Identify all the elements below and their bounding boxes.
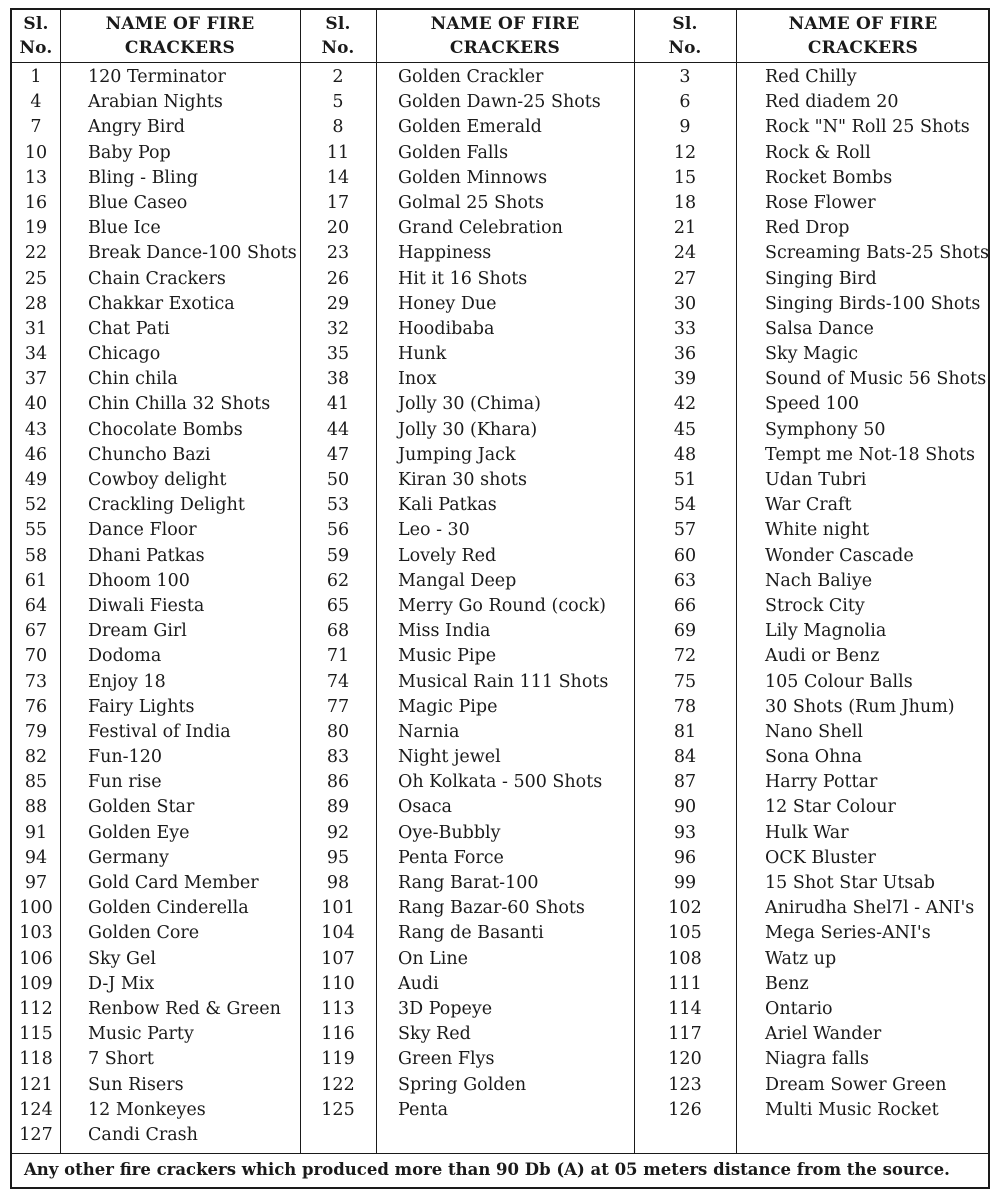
serial-number: 54 bbox=[673, 495, 697, 516]
serial-number: 100 bbox=[19, 898, 53, 919]
cracker-name: Dream Girl bbox=[88, 621, 187, 642]
serial-number: 124 bbox=[19, 1099, 53, 1120]
cracker-name: Singing Bird bbox=[765, 268, 877, 289]
serial-number: 106 bbox=[19, 948, 53, 969]
serial-number: 119 bbox=[321, 1049, 355, 1070]
header-divider bbox=[12, 62, 988, 63]
column-divider bbox=[736, 10, 737, 1153]
serial-number: 43 bbox=[24, 419, 48, 440]
cracker-name: Chocolate Bombs bbox=[88, 419, 243, 440]
serial-number: 32 bbox=[326, 318, 350, 339]
cracker-name: Sky Magic bbox=[765, 344, 858, 365]
header-name-line1: NAME OF FIRE bbox=[105, 14, 255, 34]
header-name-line2: CRACKERS bbox=[807, 38, 919, 58]
serial-number: 57 bbox=[673, 520, 697, 541]
serial-number: 85 bbox=[24, 772, 48, 793]
sl-no-column-2 bbox=[300, 65, 376, 1123]
cracker-name: Golden Falls bbox=[398, 142, 509, 163]
cracker-name: Miss India bbox=[398, 621, 491, 642]
serial-number: 27 bbox=[673, 268, 697, 289]
header-sl-line2: No. bbox=[668, 38, 702, 58]
serial-number: 30 bbox=[673, 293, 697, 314]
serial-number: 2 bbox=[332, 67, 344, 87]
cracker-name: Narnia bbox=[398, 721, 460, 742]
cracker-name: Rang Barat-100 bbox=[398, 873, 539, 893]
cracker-name: Red Chilly bbox=[765, 67, 857, 87]
serial-number: 44 bbox=[326, 419, 350, 440]
serial-number: 82 bbox=[24, 747, 48, 768]
cracker-name: Crackling Delight bbox=[88, 495, 245, 516]
serial-number: 81 bbox=[673, 721, 697, 742]
cracker-name: Break Dance-100 Shots bbox=[88, 243, 297, 264]
cracker-name: Speed 100 bbox=[765, 394, 860, 415]
serial-number: 39 bbox=[673, 369, 697, 390]
serial-number: 83 bbox=[326, 747, 350, 768]
cracker-name: Kiran 30 shots bbox=[398, 470, 527, 490]
header-sl-line1: Sl. bbox=[672, 14, 698, 34]
cracker-name: 30 Shots (Rum Jhum) bbox=[765, 696, 955, 717]
column-divider bbox=[376, 10, 377, 1153]
serial-number: 33 bbox=[673, 318, 697, 339]
serial-number: 15 bbox=[673, 167, 697, 188]
serial-number: 21 bbox=[673, 218, 697, 239]
cracker-name: Nano Shell bbox=[765, 721, 863, 742]
cracker-name: 120 Terminator bbox=[88, 67, 226, 87]
cracker-name: Penta Force bbox=[398, 847, 504, 868]
cracker-name: Honey Due bbox=[398, 293, 497, 314]
cracker-name: Golden Core bbox=[88, 923, 200, 944]
cracker-name: Penta bbox=[398, 1099, 449, 1120]
cracker-name: Golden Minnows bbox=[398, 167, 548, 188]
serial-number: 110 bbox=[321, 973, 355, 994]
cracker-name: Wonder Cascade bbox=[765, 545, 914, 566]
cracker-name: Kali Patkas bbox=[398, 495, 497, 516]
serial-number: 123 bbox=[668, 1074, 702, 1095]
cracker-name: Candi Crash bbox=[88, 1124, 198, 1145]
cracker-name: Chat Pati bbox=[88, 318, 170, 339]
column-divider bbox=[60, 10, 61, 1153]
serial-number: 63 bbox=[673, 570, 697, 591]
cracker-name: Hunk bbox=[398, 344, 447, 365]
cracker-name: Renbow Red & Green bbox=[88, 998, 281, 1019]
cracker-name: Festival of India bbox=[88, 721, 231, 742]
serial-number: 48 bbox=[673, 444, 697, 465]
serial-number: 79 bbox=[24, 721, 48, 742]
cracker-name: Strock City bbox=[765, 595, 865, 616]
serial-number: 62 bbox=[326, 570, 350, 591]
serial-number: 17 bbox=[326, 192, 350, 213]
cracker-name: OCK Bluster bbox=[765, 847, 876, 868]
header-sl-no bbox=[12, 10, 60, 62]
serial-number: 59 bbox=[326, 545, 350, 566]
cracker-name: Night jewel bbox=[398, 747, 501, 768]
serial-number: 46 bbox=[24, 444, 48, 465]
serial-number: 118 bbox=[19, 1049, 53, 1070]
cracker-name: Jumping Jack bbox=[398, 444, 516, 465]
cracker-name: 105 Colour Balls bbox=[765, 671, 913, 692]
cracker-name: Arabian Nights bbox=[88, 92, 223, 113]
cracker-name: Golden Crackler bbox=[398, 67, 544, 87]
cracker-name: Rocket Bombs bbox=[765, 167, 893, 188]
serial-number: 25 bbox=[24, 268, 48, 289]
cracker-name: Magic Pipe bbox=[398, 696, 498, 717]
header-sl-line1: Sl. bbox=[325, 14, 351, 34]
cracker-name: Audi bbox=[398, 973, 439, 994]
cracker-name: Watz up bbox=[765, 948, 837, 969]
serial-number: 14 bbox=[326, 167, 350, 188]
cracker-name: Dance Floor bbox=[88, 520, 197, 541]
name-column-1 bbox=[88, 65, 300, 1148]
cracker-name: Hit it 16 Shots bbox=[398, 268, 528, 289]
serial-number: 121 bbox=[19, 1074, 53, 1095]
cracker-name: Merry Go Round (cock) bbox=[398, 595, 606, 616]
serial-number: 8 bbox=[332, 117, 344, 138]
cracker-name: Music Party bbox=[88, 1024, 194, 1045]
serial-number: 10 bbox=[24, 142, 48, 163]
header-sl-no bbox=[634, 10, 736, 62]
cracker-name: Leo - 30 bbox=[398, 520, 470, 541]
serial-number: 26 bbox=[326, 268, 350, 289]
serial-number: 7 bbox=[30, 117, 42, 138]
serial-number: 35 bbox=[326, 344, 350, 365]
header-sl-no bbox=[300, 10, 376, 62]
name-column-3 bbox=[765, 65, 990, 1123]
serial-number: 9 bbox=[679, 117, 691, 138]
header-name-line2: CRACKERS bbox=[124, 38, 236, 58]
cracker-name: Golden Emerald bbox=[398, 117, 542, 138]
serial-number: 5 bbox=[332, 92, 344, 113]
serial-number: 58 bbox=[24, 545, 48, 566]
serial-number: 76 bbox=[24, 696, 48, 717]
firecrackers-table bbox=[10, 8, 990, 1189]
serial-number: 66 bbox=[673, 595, 697, 616]
serial-number: 115 bbox=[19, 1024, 53, 1045]
serial-number: 67 bbox=[24, 621, 48, 642]
serial-number: 102 bbox=[668, 898, 702, 919]
cracker-name: Golmal 25 Shots bbox=[398, 192, 544, 213]
cracker-name: Mega Series-ANI's bbox=[765, 923, 931, 944]
header-name bbox=[376, 10, 634, 62]
cracker-name: Hoodibaba bbox=[398, 318, 495, 339]
cracker-name: Jolly 30 (Chima) bbox=[398, 394, 541, 415]
cracker-name: Grand Celebration bbox=[398, 218, 563, 239]
serial-number: 23 bbox=[326, 243, 350, 264]
cracker-name: Musical Rain 111 Shots bbox=[398, 671, 609, 692]
cracker-name: Chakkar Exotica bbox=[88, 293, 235, 314]
serial-number: 4 bbox=[30, 92, 42, 113]
cracker-name: Blue Caseo bbox=[88, 192, 188, 213]
cracker-name: Germany bbox=[88, 847, 169, 868]
cracker-name: Dhoom 100 bbox=[88, 570, 190, 591]
cracker-name: Rose Flower bbox=[765, 192, 876, 213]
serial-number: 22 bbox=[24, 243, 48, 264]
serial-number: 93 bbox=[673, 822, 697, 843]
serial-number: 89 bbox=[326, 797, 350, 818]
serial-number: 19 bbox=[24, 218, 48, 239]
serial-number: 51 bbox=[673, 470, 697, 490]
serial-number: 122 bbox=[321, 1074, 355, 1095]
serial-number: 97 bbox=[24, 873, 48, 893]
serial-number: 74 bbox=[326, 671, 350, 692]
serial-number: 69 bbox=[673, 621, 697, 642]
cracker-name: Bling - Bling bbox=[88, 167, 199, 188]
cracker-name: Rock & Roll bbox=[765, 142, 871, 163]
cracker-name: Chin Chilla 32 Shots bbox=[88, 394, 271, 415]
cracker-name: Angry Bird bbox=[88, 117, 185, 138]
serial-number: 16 bbox=[24, 192, 48, 213]
cracker-name: Salsa Dance bbox=[765, 318, 874, 339]
serial-number: 86 bbox=[326, 772, 350, 793]
cracker-name: Chicago bbox=[88, 344, 161, 365]
serial-number: 120 bbox=[668, 1049, 702, 1070]
sl-no-column-3 bbox=[634, 65, 736, 1123]
cracker-name: Fun-120 bbox=[88, 747, 162, 768]
cracker-name: Blue Ice bbox=[88, 218, 161, 239]
cracker-name: Mangal Deep bbox=[398, 570, 517, 591]
cracker-name: Cowboy delight bbox=[88, 470, 227, 490]
serial-number: 3 bbox=[679, 67, 691, 87]
cracker-name: Rang de Basanti bbox=[398, 923, 544, 944]
header-name bbox=[736, 10, 990, 62]
footer-note: Any other fire crackers which produced more than 90 Db (A) at 05 meters distance from the source. bbox=[24, 1160, 950, 1179]
cracker-name: Red Drop bbox=[765, 218, 850, 239]
serial-number: 65 bbox=[326, 595, 350, 616]
serial-number: 12 bbox=[673, 142, 697, 163]
cracker-name: Ariel Wander bbox=[765, 1024, 882, 1045]
serial-number: 113 bbox=[321, 998, 355, 1019]
header-name bbox=[60, 10, 300, 62]
serial-number: 50 bbox=[326, 470, 350, 490]
serial-number: 104 bbox=[321, 923, 355, 944]
serial-number: 28 bbox=[24, 293, 48, 314]
cracker-name: Chin chila bbox=[88, 369, 178, 390]
cracker-name: Niagra falls bbox=[765, 1049, 869, 1070]
header-name-line1: NAME OF FIRE bbox=[788, 14, 938, 34]
sl-no-column-1 bbox=[12, 65, 60, 1148]
cracker-name: Dream Sower Green bbox=[765, 1074, 947, 1095]
serial-number: 72 bbox=[673, 646, 697, 667]
serial-number: 24 bbox=[673, 243, 697, 264]
serial-number: 45 bbox=[673, 419, 697, 440]
cracker-name: Lovely Red bbox=[398, 545, 497, 566]
cracker-name: Diwali Fiesta bbox=[88, 595, 205, 616]
serial-number: 18 bbox=[673, 192, 697, 213]
serial-number: 90 bbox=[673, 797, 697, 818]
serial-number: 116 bbox=[321, 1024, 355, 1045]
serial-number: 13 bbox=[24, 167, 48, 188]
cracker-name: Baby Pop bbox=[88, 142, 171, 163]
serial-number: 34 bbox=[24, 344, 48, 365]
cracker-name: Harry Pottar bbox=[765, 772, 878, 793]
cracker-name: Ontario bbox=[765, 998, 833, 1019]
cracker-name: Benz bbox=[765, 973, 809, 994]
cracker-name: 15 Shot Star Utsab bbox=[765, 873, 936, 893]
cracker-name: Udan Tubri bbox=[765, 470, 867, 490]
cracker-name: 3D Popeye bbox=[398, 998, 493, 1019]
serial-number: 98 bbox=[326, 873, 350, 893]
header-sl-line2: No. bbox=[19, 38, 53, 58]
cracker-name: Dodoma bbox=[88, 646, 162, 667]
cracker-name: Sky Red bbox=[398, 1024, 471, 1045]
cracker-name: Tempt me Not-18 Shots bbox=[765, 444, 976, 465]
cracker-name: Screaming Bats-25 Shots bbox=[765, 243, 990, 264]
serial-number: 112 bbox=[19, 998, 53, 1019]
cracker-name: Golden Cinderella bbox=[88, 898, 249, 919]
serial-number: 125 bbox=[321, 1099, 355, 1120]
cracker-name: Nach Baliye bbox=[765, 570, 873, 591]
serial-number: 53 bbox=[326, 495, 350, 516]
serial-number: 38 bbox=[326, 369, 350, 390]
serial-number: 107 bbox=[321, 948, 355, 969]
cracker-name: White night bbox=[765, 520, 870, 541]
cracker-name: Fun rise bbox=[88, 772, 162, 793]
serial-number: 36 bbox=[673, 344, 697, 365]
serial-number: 37 bbox=[24, 369, 48, 390]
cracker-name: Enjoy 18 bbox=[88, 671, 166, 692]
serial-number: 60 bbox=[673, 545, 697, 566]
serial-number: 47 bbox=[326, 444, 350, 465]
serial-number: 40 bbox=[24, 394, 48, 415]
cracker-name: Sound of Music 56 Shots bbox=[765, 369, 987, 390]
cracker-name: Red diadem 20 bbox=[765, 92, 899, 113]
serial-number: 77 bbox=[326, 696, 350, 717]
serial-number: 78 bbox=[673, 696, 697, 717]
cracker-name: Hulk War bbox=[765, 822, 849, 843]
serial-number: 96 bbox=[673, 847, 697, 868]
serial-number: 20 bbox=[326, 218, 350, 239]
cracker-name: Audi or Benz bbox=[765, 646, 880, 667]
cracker-name: Osaca bbox=[398, 797, 452, 818]
cracker-name: War Craft bbox=[765, 495, 852, 516]
cracker-name: Happiness bbox=[398, 243, 492, 264]
cracker-name: Sona Ohna bbox=[765, 747, 863, 768]
name-column-2 bbox=[398, 65, 634, 1123]
serial-number: 126 bbox=[668, 1099, 702, 1120]
cracker-name: Lily Magnolia bbox=[765, 621, 887, 642]
serial-number: 105 bbox=[668, 923, 702, 944]
serial-number: 6 bbox=[679, 92, 691, 113]
cracker-name: 12 Monkeyes bbox=[88, 1099, 206, 1120]
cracker-name: Rock "N" Roll 25 Shots bbox=[765, 117, 970, 138]
serial-number: 99 bbox=[673, 873, 697, 893]
cracker-name: Golden Star bbox=[88, 797, 195, 818]
cracker-name: Oh Kolkata - 500 Shots bbox=[398, 772, 603, 793]
cracker-name: Oye-Bubbly bbox=[398, 822, 501, 843]
cracker-name: Spring Golden bbox=[398, 1074, 527, 1095]
serial-number: 68 bbox=[326, 621, 350, 642]
serial-number: 91 bbox=[24, 822, 48, 843]
cracker-name: Fairy Lights bbox=[88, 696, 195, 717]
cracker-name: Rang Bazar-60 Shots bbox=[398, 898, 585, 919]
serial-number: 94 bbox=[24, 847, 48, 868]
serial-number: 42 bbox=[673, 394, 697, 415]
header-name-line2: CRACKERS bbox=[449, 38, 561, 58]
serial-number: 73 bbox=[24, 671, 48, 692]
cracker-name: D-J Mix bbox=[88, 973, 155, 994]
cracker-name: 7 Short bbox=[88, 1049, 154, 1070]
serial-number: 52 bbox=[24, 495, 48, 516]
serial-number: 87 bbox=[673, 772, 697, 793]
cracker-name: On Line bbox=[398, 948, 469, 969]
serial-number: 1 bbox=[30, 67, 42, 87]
cracker-name: Gold Card Member bbox=[88, 873, 259, 893]
serial-number: 92 bbox=[326, 822, 350, 843]
cracker-name: Sun Risers bbox=[88, 1074, 184, 1095]
serial-number: 114 bbox=[668, 998, 702, 1019]
serial-number: 64 bbox=[24, 595, 48, 616]
cracker-name: Chuncho Bazi bbox=[88, 444, 211, 465]
serial-number: 56 bbox=[326, 520, 350, 541]
serial-number: 75 bbox=[673, 671, 697, 692]
cracker-name: Symphony 50 bbox=[765, 419, 886, 440]
serial-number: 80 bbox=[326, 721, 350, 742]
serial-number: 49 bbox=[24, 470, 48, 490]
serial-number: 55 bbox=[24, 520, 48, 541]
cracker-name: Jolly 30 (Khara) bbox=[398, 419, 538, 440]
serial-number: 103 bbox=[19, 923, 53, 944]
serial-number: 31 bbox=[24, 318, 48, 339]
serial-number: 88 bbox=[24, 797, 48, 818]
cracker-name: Green Flys bbox=[398, 1049, 495, 1070]
header-name-line1: NAME OF FIRE bbox=[430, 14, 580, 34]
serial-number: 71 bbox=[326, 646, 350, 667]
cracker-name: Music Pipe bbox=[398, 646, 497, 667]
cracker-name: Anirudha Shel7l - ANI's bbox=[765, 898, 975, 919]
serial-number: 70 bbox=[24, 646, 48, 667]
cracker-name: Multi Music Rocket bbox=[765, 1099, 939, 1120]
cracker-name: Golden Dawn-25 Shots bbox=[398, 92, 601, 113]
serial-number: 101 bbox=[321, 898, 355, 919]
cracker-name: Singing Birds-100 Shots bbox=[765, 293, 981, 314]
cracker-name: Sky Gel bbox=[88, 948, 156, 969]
cracker-name: 12 Star Colour bbox=[765, 797, 896, 818]
serial-number: 41 bbox=[326, 394, 350, 415]
header-sl-line1: Sl. bbox=[23, 14, 49, 34]
serial-number: 11 bbox=[326, 142, 350, 163]
serial-number: 84 bbox=[673, 747, 697, 768]
serial-number: 61 bbox=[24, 570, 48, 591]
cracker-name: Inox bbox=[398, 369, 437, 390]
serial-number: 111 bbox=[668, 973, 702, 994]
serial-number: 108 bbox=[668, 948, 702, 969]
header-sl-line2: No. bbox=[321, 38, 355, 58]
serial-number: 29 bbox=[326, 293, 350, 314]
serial-number: 109 bbox=[19, 973, 53, 994]
serial-number: 127 bbox=[19, 1124, 53, 1145]
cracker-name: Dhani Patkas bbox=[88, 545, 205, 566]
cracker-name: Chain Crackers bbox=[88, 268, 226, 289]
cracker-name: Golden Eye bbox=[88, 822, 190, 843]
serial-number: 117 bbox=[668, 1024, 702, 1045]
serial-number: 95 bbox=[326, 847, 350, 868]
